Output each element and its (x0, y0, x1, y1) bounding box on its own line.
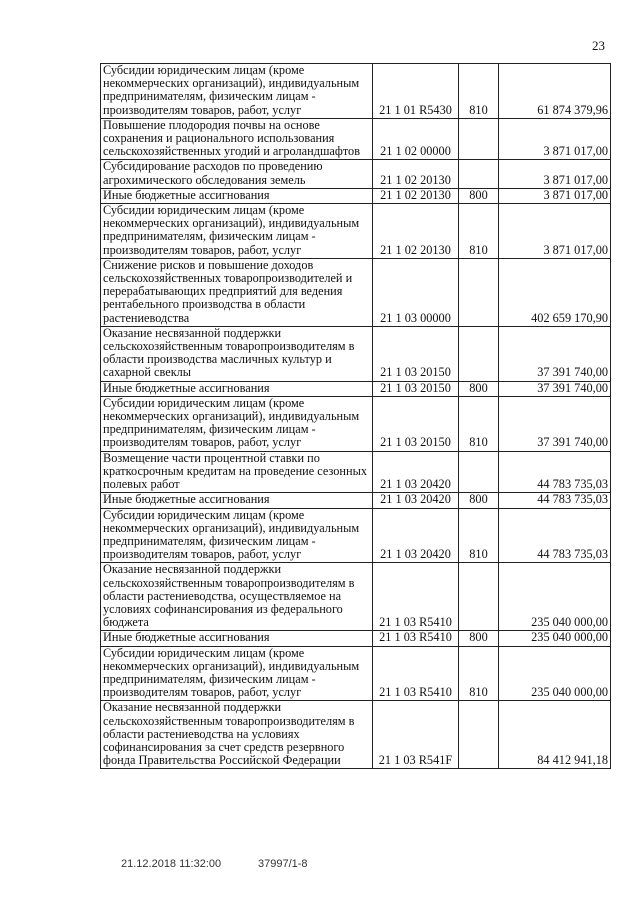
row-amount-cell: 44 783 735,03 (499, 493, 611, 508)
row-name-cell: Субсидии юридическим лицам (кроме некоммерческих организаций), индивидуальным предпринимателям, физическим лицам - производителям товаров, работ, услуг (101, 64, 373, 119)
budget-table (100, 63, 611, 769)
row-amount-cell: 3 871 017,00 (499, 188, 611, 203)
row-amount-cell: 235 040 000,00 (499, 563, 611, 631)
table-row (101, 326, 611, 381)
table-row (101, 258, 611, 326)
row-expense-type-cell (459, 118, 499, 160)
row-expense-type-cell: 800 (459, 631, 499, 646)
row-amount-cell: 3 871 017,00 (499, 118, 611, 160)
table-row (101, 701, 611, 769)
table-row (101, 118, 611, 160)
table-body (101, 64, 611, 769)
row-code-cell: 21 1 03 20420 (373, 451, 459, 493)
row-code-cell: 21 1 02 20130 (373, 188, 459, 203)
row-amount-cell: 84 412 941,18 (499, 701, 611, 769)
page-number: 23 (592, 38, 605, 53)
row-expense-type-cell: 810 (459, 64, 499, 119)
table-row (101, 508, 611, 563)
row-expense-type-cell (459, 701, 499, 769)
row-name-cell: Субсидирование расходов по проведению агрохимического обследования земель (101, 160, 373, 188)
row-name-cell: Иные бюджетные ассигнования (101, 381, 373, 396)
table-row (101, 64, 611, 119)
row-amount-cell: 37 391 740,00 (499, 381, 611, 396)
row-code-cell: 21 1 03 R5410 (373, 631, 459, 646)
row-expense-type-cell (459, 258, 499, 326)
row-code-cell: 21 1 03 R5410 (373, 646, 459, 701)
row-amount-cell: 402 659 170,90 (499, 258, 611, 326)
row-expense-type-cell (459, 326, 499, 381)
table-row (101, 451, 611, 493)
row-code-cell: 21 1 02 20130 (373, 160, 459, 188)
row-expense-type-cell: 800 (459, 188, 499, 203)
row-expense-type-cell (459, 451, 499, 493)
row-name-cell: Иные бюджетные ассигнования (101, 631, 373, 646)
row-name-cell: Субсидии юридическим лицам (кроме некоммерческих организаций), индивидуальным предпринимателям, физическим лицам - производителям товаров, работ, услуг (101, 204, 373, 259)
table-row (101, 563, 611, 631)
row-expense-type-cell: 800 (459, 493, 499, 508)
row-name-cell: Иные бюджетные ассигнования (101, 188, 373, 203)
row-amount-cell: 235 040 000,00 (499, 646, 611, 701)
row-expense-type-cell: 800 (459, 381, 499, 396)
row-code-cell: 21 1 02 20130 (373, 204, 459, 259)
row-code-cell: 21 1 03 20150 (373, 326, 459, 381)
row-name-cell: Оказание несвязанной поддержки сельскохозяйственным товаропроизводителям в области производства масличных культур и сахарной свеклы (101, 326, 373, 381)
row-expense-type-cell: 810 (459, 646, 499, 701)
row-name-cell: Субсидии юридическим лицам (кроме некоммерческих организаций), индивидуальным предпринимателям, физическим лицам - производителям товаров, работ, услуг (101, 396, 373, 451)
row-code-cell: 21 1 03 R5410 (373, 563, 459, 631)
row-name-cell: Повышение плодородия почвы на основе сохранения и рационального использования сельскохозяйственных угодий и агроландшафтов (101, 118, 373, 160)
row-code-cell: 21 1 03 20150 (373, 381, 459, 396)
row-name-cell: Субсидии юридическим лицам (кроме некоммерческих организаций), индивидуальным предпринимателям, физическим лицам - производителям товаров, работ, услуг (101, 508, 373, 563)
row-expense-type-cell (459, 160, 499, 188)
row-name-cell: Субсидии юридическим лицам (кроме некоммерческих организаций), индивидуальным предпринимателям, физическим лицам - производителям товаров, работ, услуг (101, 646, 373, 701)
row-name-cell: Снижение рисков и повышение доходов сельскохозяйственных товаропроизводителей и перерабатывающих предприятий для ведения рентабельного производства в области растениеводства (101, 258, 373, 326)
row-code-cell: 21 1 03 20150 (373, 396, 459, 451)
row-code-cell: 21 1 03 00000 (373, 258, 459, 326)
table-row (101, 188, 611, 203)
table-row (101, 631, 611, 646)
row-amount-cell: 3 871 017,00 (499, 160, 611, 188)
row-amount-cell: 235 040 000,00 (499, 631, 611, 646)
table-row (101, 646, 611, 701)
table-row (101, 381, 611, 396)
row-name-cell: Иные бюджетные ассигнования (101, 493, 373, 508)
row-name-cell: Оказание несвязанной поддержки сельскохозяйственным товаропроизводителям в области растениеводства на условиях софинансирования за счет средств резервного фонда Правительства Российской Федерации (101, 701, 373, 769)
table-row (101, 204, 611, 259)
table-row (101, 396, 611, 451)
row-expense-type-cell: 810 (459, 204, 499, 259)
row-name-cell: Возмещение части процентной ставки по краткосрочным кредитам на проведение сезонных полевых работ (101, 451, 373, 493)
footer-date: 21.12.2018 11:32:00 (121, 858, 222, 870)
footer-document-code: 37997/1-8 (258, 858, 308, 870)
row-expense-type-cell: 810 (459, 508, 499, 563)
row-amount-cell: 44 783 735,03 (499, 451, 611, 493)
row-amount-cell: 37 391 740,00 (499, 326, 611, 381)
table-row (101, 493, 611, 508)
row-code-cell: 21 1 01 R5430 (373, 64, 459, 119)
row-code-cell: 21 1 03 R541F (373, 701, 459, 769)
row-name-cell: Оказание несвязанной поддержки сельскохозяйственным товаропроизводителям в области растениеводства, осуществляемое на условиях софинансирования из федерального бюджета (101, 563, 373, 631)
row-amount-cell: 61 874 379,96 (499, 64, 611, 119)
row-amount-cell: 3 871 017,00 (499, 204, 611, 259)
row-code-cell: 21 1 03 20420 (373, 493, 459, 508)
row-expense-type-cell: 810 (459, 396, 499, 451)
row-amount-cell: 44 783 735,03 (499, 508, 611, 563)
table-row (101, 160, 611, 188)
row-code-cell: 21 1 03 20420 (373, 508, 459, 563)
row-expense-type-cell (459, 563, 499, 631)
row-code-cell: 21 1 02 00000 (373, 118, 459, 160)
row-amount-cell: 37 391 740,00 (499, 396, 611, 451)
